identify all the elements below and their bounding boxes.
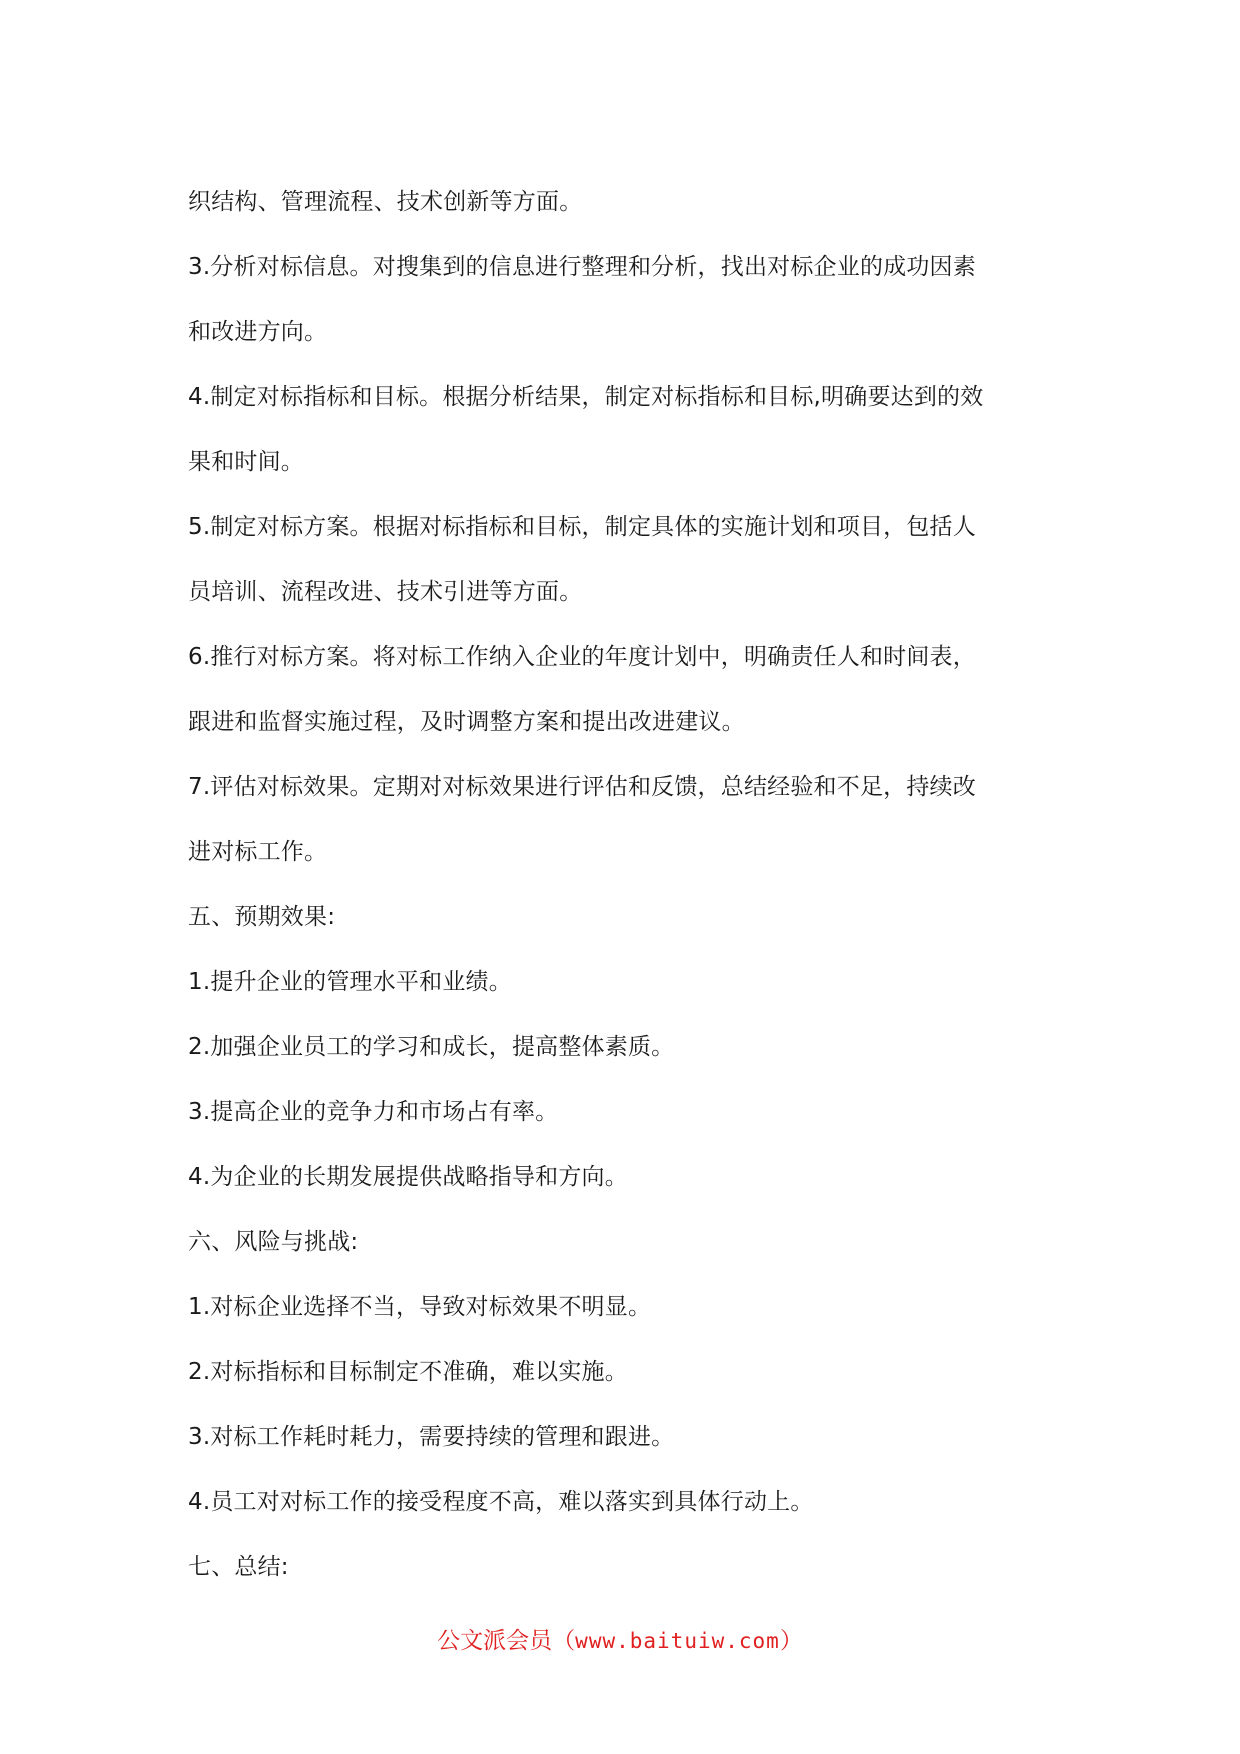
list-item: 1.提升企业的管理水平和业绩。 [188,969,512,995]
list-item: 3.对标工作耗时耗力，需要持续的管理和跟进。 [188,1424,675,1450]
paragraph-line: 织结构、管理流程、技术创新等方面。 [188,189,583,215]
document-body [188,170,1068,1600]
paragraph-line: 4.制定对标指标和目标。根据分析结果，制定对标指标和目标,明确要达到的效 [188,384,984,410]
list-item: 4.为企业的长期发展提供战略指导和方向。 [188,1164,628,1190]
list-item: 3.提高企业的竞争力和市场占有率。 [188,1099,559,1125]
section-heading: 七、总结: [188,1554,289,1580]
paragraph-line: 7.评估对标效果。定期对对标效果进行评估和反馈，总结经验和不足，持续改 [188,774,976,800]
paragraph-line: 果和时间。 [188,449,304,475]
paragraph-line: 5.制定对标方案。根据对标指标和目标，制定具体的实施计划和项目，包括人 [188,514,976,540]
list-item: 2.加强企业员工的学习和成长，提高整体素质。 [188,1034,675,1060]
paragraph-line: 跟进和监督实施过程，及时调整方案和提出改进建议。 [188,709,745,735]
paragraph-line: 员培训、流程改进、技术引进等方面。 [188,579,583,605]
section-heading: 六、风险与挑战: [188,1229,359,1255]
footer-watermark [0,1622,1240,1655]
paragraph-line: 进对标工作。 [188,839,328,865]
paragraph-line: 3.分析对标信息。对搜集到的信息进行整理和分析，找出对标企业的成功因素 [188,254,976,280]
section-heading: 五、预期效果: [188,904,336,930]
list-item: 1.对标企业选择不当，导致对标效果不明显。 [188,1294,652,1320]
list-item: 4.员工对对标工作的接受程度不高，难以落实到具体行动上。 [188,1489,814,1515]
list-item: 2.对标指标和目标制定不准确，难以实施。 [188,1359,628,1385]
footer-close-paren: ） [779,1628,803,1654]
paragraph-line: 和改进方向。 [188,319,328,345]
paragraph-line: 6.推行对标方案。将对标工作纳入企业的年度计划中，明确责任人和时间表， [188,644,976,670]
footer-site-link[interactable]: www.baituiw.com [575,1629,780,1653]
footer-brand: 公文派会员（ [437,1628,576,1654]
